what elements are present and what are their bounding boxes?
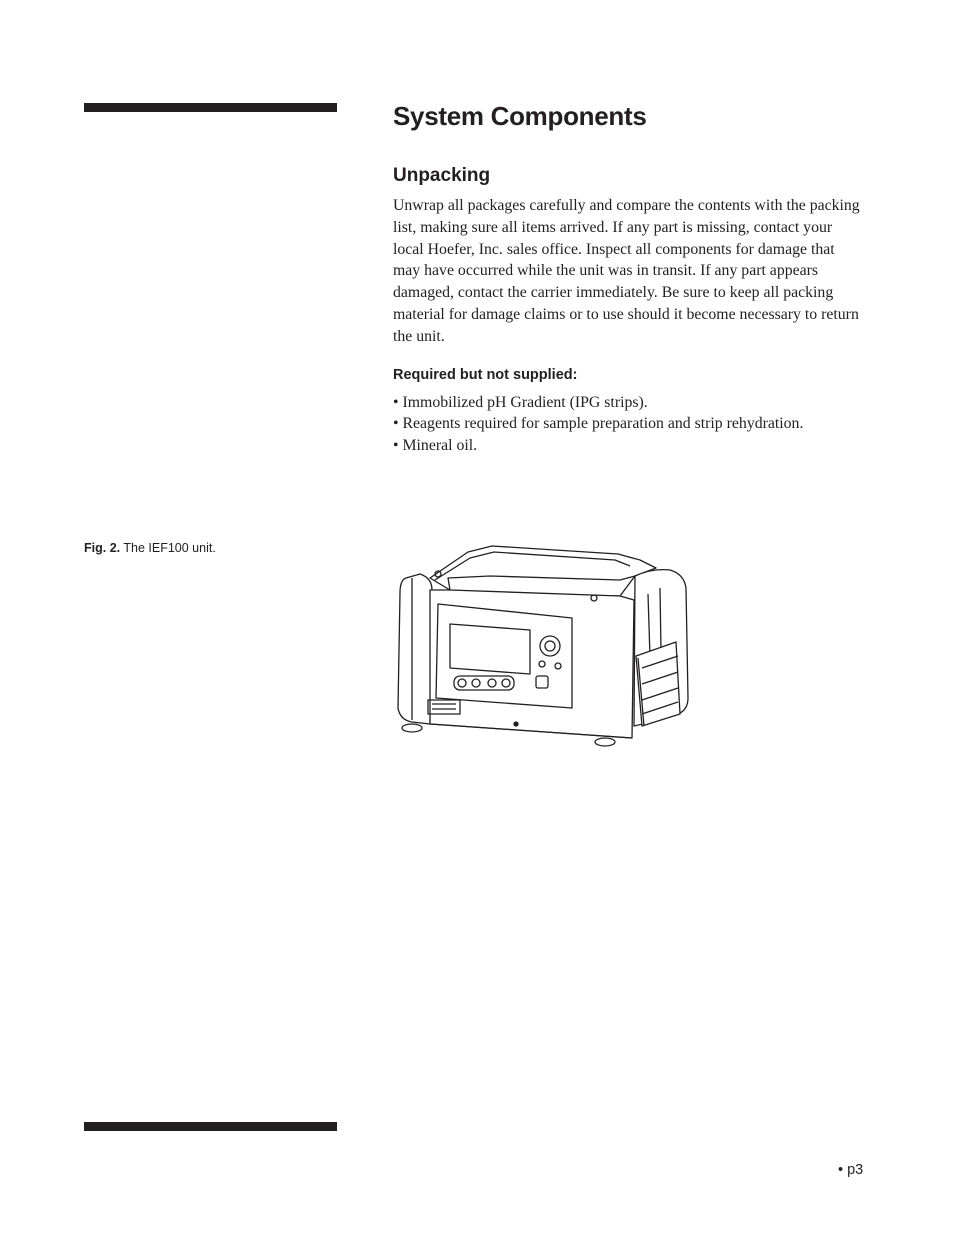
page-number-text: p3: [847, 1162, 864, 1178]
figure-caption: [84, 540, 216, 556]
figure-caption-text: The IEF100 unit.: [123, 541, 216, 555]
ief100-unit-illustration: [390, 538, 700, 753]
section-title-unpacking: Unpacking: [393, 165, 491, 186]
page-title: System Components: [393, 101, 647, 131]
unpacking-paragraph: Unwrap all packages carefully and compare the contents with the packing list, making sure all items arrived. If any part is missing, contact your local Hoefer, Inc. sales office. Inspect all components for damage that may have occurred while the unit was in transit. If any part appears damaged, contact the carrier immediately. Be sure to keep all packing material for damage claims or to use should it become necessary to return the unit.: [393, 197, 860, 345]
list-item: • Reagents required for sample preparation and strip rehydration.: [393, 413, 863, 435]
list-item: • Immobilized pH Gradient (IPG strips).: [393, 392, 863, 414]
top-divider-rule: [84, 103, 337, 112]
figure-label: Fig. 2.: [84, 541, 121, 555]
bullet-glyph: •: [838, 1162, 848, 1178]
page-number: [838, 1162, 863, 1178]
main-content: [393, 96, 863, 456]
required-heading: Required but not supplied:: [393, 366, 578, 383]
required-items-list: [393, 392, 863, 457]
list-item: • Mineral oil.: [393, 435, 863, 457]
bottom-divider-rule: [84, 1122, 337, 1131]
